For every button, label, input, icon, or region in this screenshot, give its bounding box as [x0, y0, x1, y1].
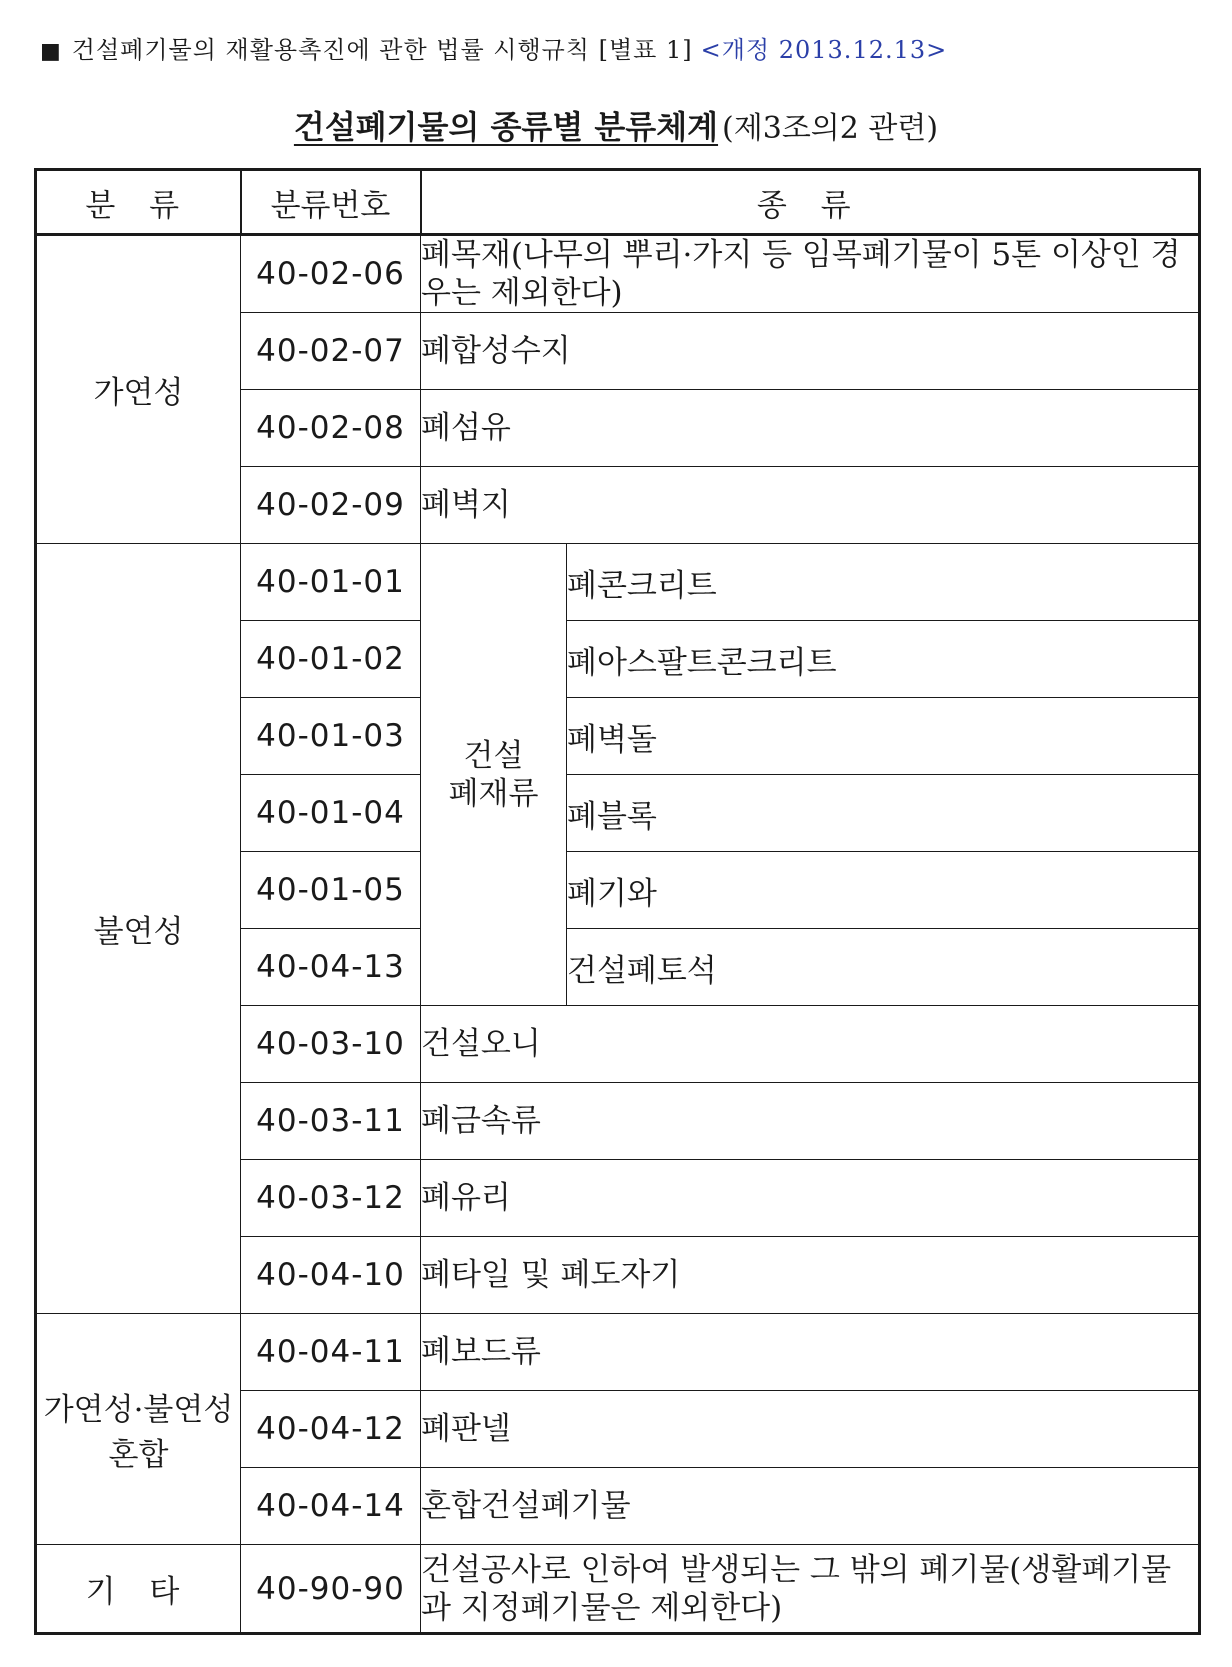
law-reference-text: 건설폐기물의 재활용촉진에 관한 법률 시행규칙 [별표 1]	[71, 36, 693, 64]
group-label-line2: 폐재류	[448, 775, 539, 812]
title-main: 건설폐기물의 종류별 분류체계	[293, 108, 719, 146]
kind-cell: 폐목재(나무의 뿌리·가지 등 임목폐기물이 5톤 이상인 경우는 제외한다)	[421, 235, 1200, 313]
document-title	[0, 102, 1232, 148]
code-cell: 40-02-06	[241, 235, 421, 313]
code-cell: 40-01-03	[241, 698, 421, 775]
kind-cell: 폐판넬	[421, 1391, 1200, 1468]
kind-cell: 건설공사로 인하여 발생되는 그 밖의 폐기물(생활폐기물과 지정폐기물은 제외한다)	[421, 1545, 1200, 1634]
code-cell: 40-04-10	[241, 1237, 421, 1314]
law-reference-header	[40, 30, 947, 65]
code-cell: 40-02-09	[241, 467, 421, 544]
category-mixed-line1: 가연성·불연성	[43, 1392, 234, 1428]
kind-cell: 폐보드류	[421, 1314, 1200, 1391]
header-code: 분류번호	[241, 170, 421, 235]
kind-cell: 폐섬유	[421, 390, 1200, 467]
kind-cell: 폐벽돌	[567, 698, 1200, 775]
code-cell: 40-01-02	[241, 621, 421, 698]
table-row	[36, 1545, 1200, 1634]
code-cell: 40-01-05	[241, 852, 421, 929]
code-cell: 40-04-14	[241, 1468, 421, 1545]
code-cell: 40-04-12	[241, 1391, 421, 1468]
classification-table	[34, 168, 1201, 1635]
category-mixed	[36, 1314, 241, 1545]
kind-cell: 폐벽지	[421, 467, 1200, 544]
table-header-row	[36, 170, 1200, 235]
kind-cell: 폐기와	[567, 852, 1200, 929]
code-cell: 40-03-12	[241, 1160, 421, 1237]
code-cell: 40-04-13	[241, 929, 421, 1006]
title-sub: (제3조의2 관련)	[722, 111, 939, 146]
code-cell: 40-02-07	[241, 313, 421, 390]
code-cell: 40-03-11	[241, 1083, 421, 1160]
category-combustible: 가연성	[36, 235, 241, 544]
table-row	[36, 235, 1200, 313]
category-mixed-line2: 혼합	[108, 1437, 169, 1473]
kind-cell: 폐아스팔트콘크리트	[567, 621, 1200, 698]
code-cell: 40-03-10	[241, 1006, 421, 1083]
code-cell: 40-90-90	[241, 1545, 421, 1634]
square-bullet-icon: ■	[40, 39, 62, 64]
kind-cell: 건설오니	[421, 1006, 1200, 1083]
group-construction-waste	[421, 544, 567, 1006]
group-label-line1: 건설	[463, 737, 524, 774]
kind-cell: 혼합건설폐기물	[421, 1468, 1200, 1545]
kind-cell: 폐콘크리트	[567, 544, 1200, 621]
code-cell: 40-04-11	[241, 1314, 421, 1391]
kind-cell: 폐블록	[567, 775, 1200, 852]
category-other: 기 타	[36, 1545, 241, 1634]
header-kind: 종 류	[421, 170, 1200, 235]
kind-cell: 폐금속류	[421, 1083, 1200, 1160]
code-cell: 40-01-04	[241, 775, 421, 852]
code-cell: 40-02-08	[241, 390, 421, 467]
table-row	[36, 1314, 1200, 1391]
revision-date: <개정 2013.12.13>	[700, 36, 948, 64]
kind-cell: 폐유리	[421, 1160, 1200, 1237]
kind-cell: 폐타일 및 폐도자기	[421, 1237, 1200, 1314]
table-row	[36, 544, 1200, 621]
kind-cell: 폐합성수지	[421, 313, 1200, 390]
code-cell: 40-01-01	[241, 544, 421, 621]
kind-cell: 건설폐토석	[567, 929, 1200, 1006]
category-noncombustible: 불연성	[36, 544, 241, 1314]
header-category: 분 류	[36, 170, 241, 235]
